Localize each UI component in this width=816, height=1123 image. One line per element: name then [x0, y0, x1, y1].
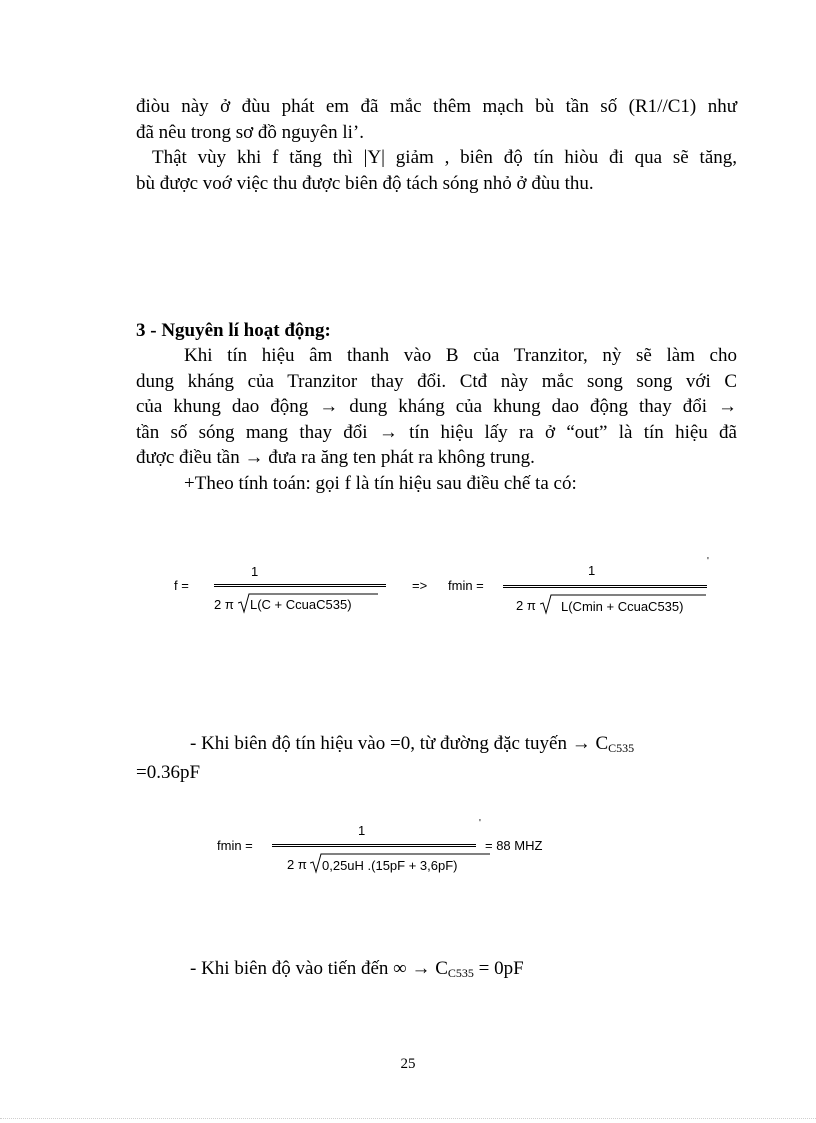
intro-paragraph [136, 94, 737, 196]
case-text: - Khi biên độ tín hiệu vào =0, từ đường đặc tuyến → C [190, 733, 609, 754]
implies-arrow: => [412, 578, 428, 593]
section-title: - Nguyên lí hoạt động: [145, 320, 331, 341]
fraction-bar [272, 844, 476, 847]
section-heading [136, 318, 331, 344]
page-bottom-divider [0, 1118, 816, 1119]
formula-den-radicand-2: L(Cmin + CcuaC535) [561, 599, 684, 614]
formula-lhs: f = [174, 578, 189, 593]
case-subscript: C535 [608, 741, 635, 755]
formula-den-radicand: L(C + CcuaC535) [250, 597, 352, 612]
case-continuation: =0.36pF [136, 761, 201, 783]
formula-lhs-2: fmin = [448, 578, 484, 593]
section-number: 3 [136, 320, 146, 341]
formula-mark: ' [707, 556, 709, 567]
formula-den-prefix: 2 π [287, 857, 307, 872]
formula-den-radicand: 0,25uH .(15pF + 3,6pF) [322, 858, 458, 873]
calc-intro: +Theo tính toán: gọi f là tín hiệu sau điều chế ta có: [184, 472, 577, 494]
text-line: Khi tín hiệu âm thanh vào B của Tranzitor, nỳ sẽ làm cho [184, 345, 737, 366]
text-line: điòu này ở đùu phát em đã mắc thêm mạch bù tần số (R1//C1) như [136, 96, 737, 117]
case-subscript: C535 [447, 966, 474, 980]
text-line: của khung dao động → dung kháng của khung dao động thay đổi → [136, 396, 737, 417]
case-amplitude-zero [136, 731, 746, 785]
formula-numerator: 1 [358, 823, 366, 838]
case-amplitude-infinite [190, 956, 524, 987]
formula-numerator-2: 1 [588, 563, 596, 578]
text-line: dung kháng của Tranzitor thay đổi. Ctđ này mắc song song với C [136, 370, 737, 392]
formula-result: = 88 MHZ [485, 838, 543, 853]
text-line: được điều tần → đưa ra ăng ten phát ra không trung. [136, 447, 535, 468]
case-text: - Khi biên độ vào tiến đến ∞ → C [190, 958, 448, 979]
formula-mark: ' [479, 818, 481, 829]
fraction-bar [503, 585, 707, 588]
case-tail: = 0pF [473, 958, 524, 979]
text-line: Thật vùy khi f tăng thì |Y| giảm , biên độ tín hiòu đi qua sẽ tăng, [152, 147, 737, 168]
formula-den-prefix-2: 2 π [516, 598, 536, 613]
fraction-bar [214, 584, 386, 587]
text-line: bù được voớ việc thu được biên độ tách sóng nhỏ ở đùu thu. [136, 172, 594, 194]
formula-lhs: fmin = [217, 838, 253, 853]
formula-den-prefix: 2 π [214, 597, 234, 612]
formula-numerator: 1 [251, 564, 259, 579]
section-paragraph [136, 343, 737, 496]
page-number: 25 [400, 1056, 416, 1072]
text-line: đã nêu trong sơ đồ nguyên li’. [136, 121, 364, 143]
text-line: tần số sóng mang thay đổi → tín hiệu lấy ra ở “out” là tín hiệu đã [136, 421, 737, 443]
